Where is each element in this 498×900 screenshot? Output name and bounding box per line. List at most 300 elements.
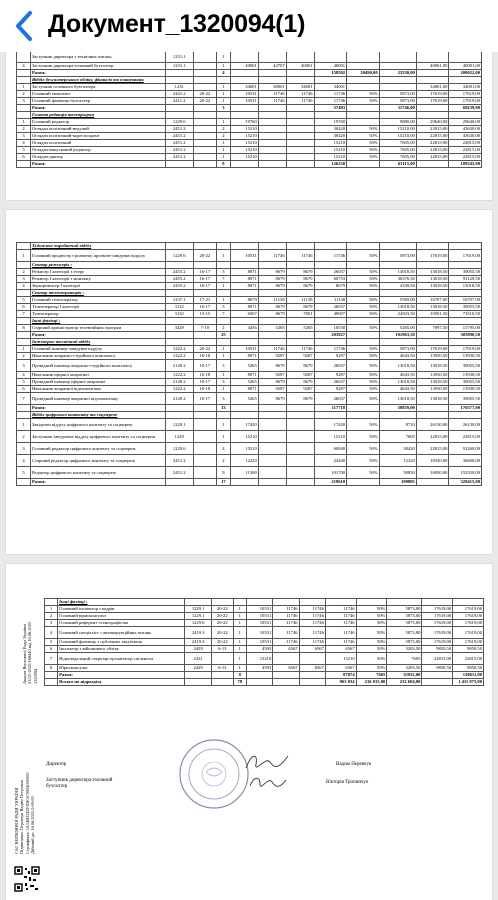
table-cell-v6: 3283,50 [387, 665, 422, 672]
table-cell-v4: 9287 [314, 353, 347, 360]
table-cell-v4: 11746 [325, 620, 356, 627]
table-cell-v2: 11746 [273, 606, 299, 613]
table-cell-v7 [416, 290, 449, 297]
table-cell-qty: 1 [216, 419, 230, 431]
staff-table-page-2 [16, 242, 482, 486]
table-cell-v5: 50% [347, 133, 380, 140]
table-cell-n: 5 [17, 379, 31, 386]
table-cell-n: 2 [17, 126, 31, 133]
table-cell-qty: 1 [216, 91, 230, 98]
table-cell-v7: 7897,50 [416, 325, 449, 332]
table-cell-v2: 8679 [258, 379, 286, 386]
table-cell-qty: 2 [216, 325, 230, 332]
table-cell-v8: 17619,00 [453, 639, 484, 646]
table-cell-qty: 13 [216, 405, 230, 412]
table-cell-v7: 17619,00 [422, 620, 453, 627]
table-cell-v3: 11746 [286, 346, 314, 353]
table-cell-v4: 26037 [314, 304, 347, 311]
table-cell-n: 1 [17, 419, 31, 431]
table-cell-cat: 10-17 [193, 393, 216, 405]
table-cell-v3 [286, 332, 314, 339]
table-cell-v6: 4643,50 [379, 372, 416, 379]
table-cell-v1: 12220 [230, 455, 258, 467]
table-cell-v3 [286, 243, 314, 250]
table-cell-v2 [258, 262, 286, 269]
table-cell-v4: 15210 [325, 653, 356, 665]
table-cell-v7: 13018,50 [416, 304, 449, 311]
table-cell-v7: 17619,00 [416, 250, 449, 262]
table-cell-v4 [314, 290, 347, 297]
table-cell-n [17, 262, 31, 269]
table-cell-v7: 13018,50 [416, 283, 449, 290]
table-cell-v8: 36660,00 [449, 455, 482, 467]
table-cell-code: 2451.2 [165, 126, 193, 133]
table-cell-v4: 57493 [314, 105, 347, 112]
table-cell-v5 [347, 63, 380, 70]
table-cell-v2: 8679 [258, 360, 286, 372]
table-cell-v8: 329415,00 [449, 479, 482, 486]
table-cell-v7: 22815,00 [416, 147, 449, 154]
table-cell-v5 [347, 161, 380, 168]
table-cell-code [165, 412, 193, 419]
table-cell-v1 [230, 290, 258, 297]
table-cell-v5: 50% [347, 304, 380, 311]
table-cell-qty [216, 112, 230, 119]
table-cell-v7: 17619,00 [416, 98, 449, 105]
table-cell-n: 6 [17, 386, 31, 393]
table-cell-v2: 11746 [273, 627, 299, 639]
table-cell-v8: 39055,50 [449, 360, 482, 372]
table-cell-cat [193, 243, 216, 250]
table-cell-v1: 10531 [246, 639, 272, 646]
table-cell-n [17, 479, 31, 486]
table-cell-name: Оглядач політичний-кореспондент [30, 133, 165, 140]
table-cell-name: Інші фахівці : [58, 599, 185, 606]
table-cell-cat [193, 63, 216, 70]
table-row [17, 297, 482, 304]
table-cell-code [185, 679, 211, 686]
table-cell-qty: 17 [216, 479, 230, 486]
document-viewer[interactable] [0, 52, 498, 900]
table-total-row [17, 105, 482, 112]
table-cell-v3 [286, 318, 314, 325]
table-cell-v2 [273, 599, 299, 606]
table-cell-n: 8 [17, 325, 31, 332]
round-seal-stamp [176, 736, 252, 812]
table-cell-v6 [379, 339, 416, 346]
table-row [17, 467, 482, 479]
table-cell-v8: 17619,00 [453, 606, 484, 613]
table-cell-v4: 19760 [314, 119, 347, 126]
table-cell-cat [193, 77, 216, 84]
table-cell-cat: 16-17 [193, 269, 216, 276]
table-cell-v4: 8679 [314, 283, 347, 290]
table-cell-cat: 16-17 [193, 283, 216, 290]
deputy-title: Заступник директора-головний бухгалтер [46, 778, 113, 789]
table-cell-n: 4 [17, 283, 31, 290]
table-cell-v1: 8071 [230, 353, 258, 360]
table-cell-name: Провідний інженер апаратно-студійного комплексу [30, 360, 165, 372]
table-cell-v2 [258, 419, 286, 431]
table-cell-v1: 5265 [230, 360, 258, 372]
table-cell-v2 [258, 290, 286, 297]
table-cell-v8 [453, 599, 484, 606]
table-row [17, 443, 482, 455]
table-cell-cat [211, 599, 233, 606]
table-cell-v1 [230, 412, 258, 419]
table-cell-v8: 22815,00 [449, 154, 482, 161]
table-cell-v8: 22815,00 [449, 140, 482, 147]
table-cell-v4: 11746 [325, 606, 356, 613]
table-cell-v7: 22815,00 [422, 653, 453, 665]
table-cell-v6: 232 604,00 [387, 679, 422, 686]
table-cell-name: Оглядач-диктор [30, 154, 165, 161]
table-cell-qty [216, 318, 230, 325]
table-cell-v5: 50% [347, 443, 380, 455]
table-cell-v5: 50% [347, 154, 380, 161]
table-cell-n [17, 318, 31, 325]
table-cell-v5 [347, 339, 380, 346]
table-cell-v2: 8679 [258, 311, 286, 318]
table-cell-qty: 1 [233, 613, 246, 620]
table-cell-code: 2455.2 [165, 276, 193, 283]
table-cell-cat: 20-22 [211, 620, 233, 627]
table-cell-v2: 9287 [258, 372, 286, 379]
table-cell-n: 6 [45, 646, 58, 653]
table-cell-n: 3 [17, 98, 31, 105]
table-cell-v1 [246, 672, 272, 679]
table-cell-cat [193, 140, 216, 147]
table-cell-n: 4 [17, 140, 31, 147]
table-cell-name: Заступник директора-головний бухгалтер [30, 63, 165, 70]
table-cell-v1 [230, 405, 258, 412]
table-cell-n [17, 70, 31, 77]
table-cell-qty: 1 [216, 84, 230, 91]
table-cell-v8 [449, 339, 482, 346]
table-cell-v2: 8679 [258, 276, 286, 283]
table-cell-v3 [286, 419, 314, 431]
table-cell-v7: 40001,00 [416, 63, 449, 70]
table-cell-name: Провідний інженер апаратної відеомонтажу [30, 393, 165, 405]
table-cell-v5: 50% [347, 455, 380, 467]
table-cell-v1 [230, 339, 258, 346]
table-row [17, 98, 482, 105]
table-cell-qty: 1 [233, 606, 246, 613]
table-cell-cat: 10-17 [193, 360, 216, 372]
table-cell-v3: 11746 [299, 639, 325, 646]
table-cell-v3 [286, 52, 314, 63]
table-cell-v5: 50% [356, 620, 387, 627]
table-row [45, 646, 484, 653]
table-cell-v5: 50% [347, 283, 380, 290]
table-cell-n: 7 [45, 653, 58, 665]
table-cell-v5: 50% [347, 311, 380, 318]
table-cell-n [17, 405, 31, 412]
table-cell-v2 [258, 133, 286, 140]
table-cell-v7: 9850,50 [422, 646, 453, 653]
table-cell-v4: 11138 [314, 297, 347, 304]
table-cell-name: Головний телеоператор [30, 297, 165, 304]
table-cell-v6: 109805 [379, 479, 416, 486]
table-cell-qty: 9 [216, 467, 230, 479]
table-cell-cat: 16-18 [193, 353, 216, 360]
table-cell-v2 [258, 243, 286, 250]
table-cell-v1: 8071 [230, 276, 258, 283]
table-cell-v2: 9287 [258, 386, 286, 393]
table-row [17, 147, 482, 154]
table-cell-code: 2451.2 [165, 147, 193, 154]
table-cell-v2: 11746 [258, 346, 286, 353]
table-cell-v3: 11746 [286, 98, 314, 105]
table-cell-v6 [379, 412, 416, 419]
table-cell-v6: 23530,00 [379, 70, 416, 77]
table-section-row [17, 243, 482, 250]
table-cell-name: Головний редактор цифрового контенту та соцмереж [30, 443, 165, 455]
director-title: Директор [46, 762, 67, 767]
table-cell-v4: 6567 [325, 646, 356, 653]
table-cell-v1: 10531 [246, 627, 272, 639]
table-cell-v1 [230, 112, 258, 119]
table-cell-v6: 5873,00 [387, 639, 422, 646]
table-cell-n [17, 105, 31, 112]
table-cell-v1 [230, 77, 258, 84]
table-cell-v3 [286, 105, 314, 112]
table-cell-qty: 3 [216, 304, 230, 311]
table-cell-cat: 20-22 [193, 346, 216, 353]
table-cell-v8 [449, 112, 482, 119]
table-cell-v5: 50% [356, 613, 387, 620]
table-cell-cat: 16-17 [193, 304, 216, 311]
table-cell-v3 [286, 126, 314, 133]
table-cell-v3 [286, 147, 314, 154]
table-cell-v1: 10531 [230, 91, 258, 98]
table-cell-v1: 10531 [230, 98, 258, 105]
table-cell-cat [193, 405, 216, 412]
table-cell-v7: 17619,00 [422, 613, 453, 620]
table-cell-v6: 101963,50 [379, 332, 416, 339]
table-cell-qty: 1 [216, 147, 230, 154]
table-cell-v4: 30420 [314, 133, 347, 140]
table-cell-v3: 6567 [299, 665, 325, 672]
table-cell-v3: 11746 [299, 627, 325, 639]
table-cell-cat [193, 161, 216, 168]
table-cell-v2: 9287 [258, 353, 286, 360]
table-section-row [17, 290, 482, 297]
table-cell-v8 [449, 77, 482, 84]
table-cell-v5 [347, 318, 380, 325]
table-cell-v6 [387, 599, 422, 606]
table-cell-v4: 126230 [314, 161, 347, 168]
table-cell-v8: 29640,00 [449, 119, 482, 126]
table-row [17, 269, 482, 276]
table-cell-cat: 10-17 [193, 379, 216, 386]
table-cell-code: 2419.3 [185, 627, 211, 639]
table-cell-code: 1237.1 [165, 297, 193, 304]
table-cell-v1 [230, 318, 258, 325]
table-cell-name: Художньо-виробничий відділ [30, 243, 165, 250]
table-cell-name: Начальник апаратно-студійного комплексу [30, 353, 165, 360]
back-button[interactable] [8, 8, 40, 44]
table-cell-v5: 50% [356, 627, 387, 639]
table-cell-v6: 8710 [379, 419, 416, 431]
table-cell-n: 3 [17, 360, 31, 372]
table-cell-cat [193, 84, 216, 91]
table-cell-v5 [356, 599, 387, 606]
table-section-row [17, 262, 482, 269]
table-cell-v6: 24503,50 [379, 311, 416, 318]
table-cell-cat [193, 126, 216, 133]
table-cell-v6: 5873,00 [379, 98, 416, 105]
table-cell-v2 [258, 126, 286, 133]
table-cell-v5: 50% [356, 665, 387, 672]
table-cell-n: 4 [17, 455, 31, 467]
table-cell-v3: 8679 [286, 304, 314, 311]
table-cell-qty: 1 [216, 346, 230, 353]
table-row [17, 431, 482, 443]
table-row [17, 360, 482, 372]
table-cell-cat [193, 154, 216, 161]
table-cell-v6: 63115,00 [379, 161, 416, 168]
table-cell-v6: 13018,50 [379, 393, 416, 405]
table-cell-v2 [258, 405, 286, 412]
table-cell-name: Відділ бухгалтерського обліку, фінансів та планування [30, 77, 165, 84]
table-total-row [17, 161, 482, 168]
staff-table-page-3 [44, 598, 484, 686]
table-cell-code [165, 318, 193, 325]
table-cell-v4: 30420 [314, 126, 347, 133]
table-cell-name: Головний редактор [30, 119, 165, 126]
table-cell-v2 [258, 154, 286, 161]
table-cell-n [45, 672, 58, 679]
table-cell-v8: 22815,00 [449, 431, 482, 443]
table-cell-v8: 17619,00 [453, 613, 484, 620]
table-row [17, 346, 482, 353]
table-cell-v5: 216 015,00 [356, 679, 387, 686]
table-cell-cat [193, 70, 216, 77]
table-cell-qty: 1 [216, 140, 230, 147]
table-cell-qty: 1 [216, 154, 230, 161]
table-cell-code [165, 479, 193, 486]
table-cell-name: Головний юрисконсульт [58, 613, 185, 620]
table-cell-v3 [286, 412, 314, 419]
table-cell-v5: 50% [347, 325, 380, 332]
table-cell-v8: 152550,00 [449, 467, 482, 479]
table-row [17, 353, 482, 360]
table-cell-v1 [230, 70, 258, 77]
table-cell-qty: 1 [233, 639, 246, 646]
table-cell-v3 [286, 467, 314, 479]
table-cell-v5 [347, 405, 380, 412]
table-cell-v6: 13018,50 [379, 360, 416, 372]
table-cell-v5 [347, 332, 380, 339]
table-cell-name: Телеоператор I категорії [30, 304, 165, 311]
table-cell-name: Заступник головного бухгалтера [30, 84, 165, 91]
table-cell-v2: 11746 [273, 613, 299, 620]
table-cell-v6 [379, 63, 416, 70]
table-cell-v1 [230, 161, 258, 168]
table-cell-v4 [325, 599, 356, 606]
table-cell-v1: 15210 [246, 653, 272, 665]
table-cell-v7: 16707,00 [416, 297, 449, 304]
table-cell-v7 [416, 412, 449, 419]
table-cell-v8: 39055,50 [449, 393, 482, 405]
table-cell-v7 [416, 52, 449, 63]
table-cell-cat: 20-22 [193, 98, 216, 105]
table-row [17, 154, 482, 161]
table-cell-v2: 11746 [258, 98, 286, 105]
table-cell-v4: 9287 [314, 386, 347, 393]
table-cell-v2: 8679 [258, 269, 286, 276]
table-cell-v2 [258, 77, 286, 84]
table-cell-name: Разом: [30, 161, 165, 168]
table-cell-v4: 17420 [314, 419, 347, 431]
table-cell-name: Начальник ефірної апаратної [30, 372, 165, 379]
table-cell-v4 [314, 339, 347, 346]
table-cell-code [185, 599, 211, 606]
table-cell-v7 [416, 70, 449, 77]
table-cell-v1: 8679 [230, 297, 258, 304]
table-cell-v1 [246, 679, 272, 686]
table-cell-v2: 8679 [258, 304, 286, 311]
table-cell-cat: 6-13 [211, 646, 233, 653]
table-cell-v3: 9287 [286, 353, 314, 360]
table-cell-v6: 50850 [379, 467, 416, 479]
table-cell-v7: 22815,00 [416, 431, 449, 443]
table-cell-v5: 50% [347, 386, 380, 393]
table-cell-name: Інженерно-технічний відділ [30, 339, 165, 346]
electronic-signature-stamp: САС ВЕРХОВНОЇ РАДИ УКРАЇНИ Підписувач: Перевчук Вадим Петрович Сертифікат: 5A14B22ED3DE5C9004000000 Дійсний до: 16.06.2025 0:00:00 [14, 772, 36, 854]
table-cell-n [17, 412, 31, 419]
table-cell-v8: 17619,00 [449, 250, 482, 262]
table-row [17, 455, 482, 467]
table-cell-v1: 40001 [230, 63, 258, 70]
table-cell-v4 [314, 243, 347, 250]
table-cell-qty: 1 [216, 353, 230, 360]
table-row [17, 250, 482, 262]
table-cell-v7 [416, 77, 449, 84]
table-cell-v5: 50% [356, 646, 387, 653]
table-cell-qty [216, 243, 230, 250]
table-cell-v6: 5873,00 [379, 346, 416, 353]
table-cell-qty: 8 [216, 161, 230, 168]
table-cell-name: Провідний інженер ефірної апаратної [30, 379, 165, 386]
table-cell-v7 [416, 339, 449, 346]
table-cell-v6: 4643,50 [379, 353, 416, 360]
table-cell-v2: 5265 [258, 325, 286, 332]
table-row [17, 311, 482, 318]
table-cell-v5: 50% [347, 297, 380, 304]
table-row [17, 119, 482, 126]
table-cell-v8 [449, 290, 482, 297]
table-cell-n: 1 [17, 250, 31, 262]
table-cell-v1: 8071 [230, 386, 258, 393]
table-cell-v3 [286, 431, 314, 443]
table-cell-v1: 8071 [230, 372, 258, 379]
table-cell-v7 [416, 161, 449, 168]
table-cell-n: 4 [17, 372, 31, 379]
table-cell-v6: 13018,50 [379, 269, 416, 276]
table-cell-v1: 4593 [246, 665, 272, 672]
table-cell-name: Сектор телеоператорів : [30, 290, 165, 297]
table-cell-cat [193, 467, 216, 479]
table-cell-v5 [347, 84, 380, 91]
table-cell-qty: 2 [216, 455, 230, 467]
table-cell-code: 2431 [185, 653, 211, 665]
table-cell-cat [211, 679, 233, 686]
table-cell-v1: 10531 [246, 613, 272, 620]
table-cell-v2: 8679 [258, 393, 286, 405]
table-section-row [17, 412, 482, 419]
